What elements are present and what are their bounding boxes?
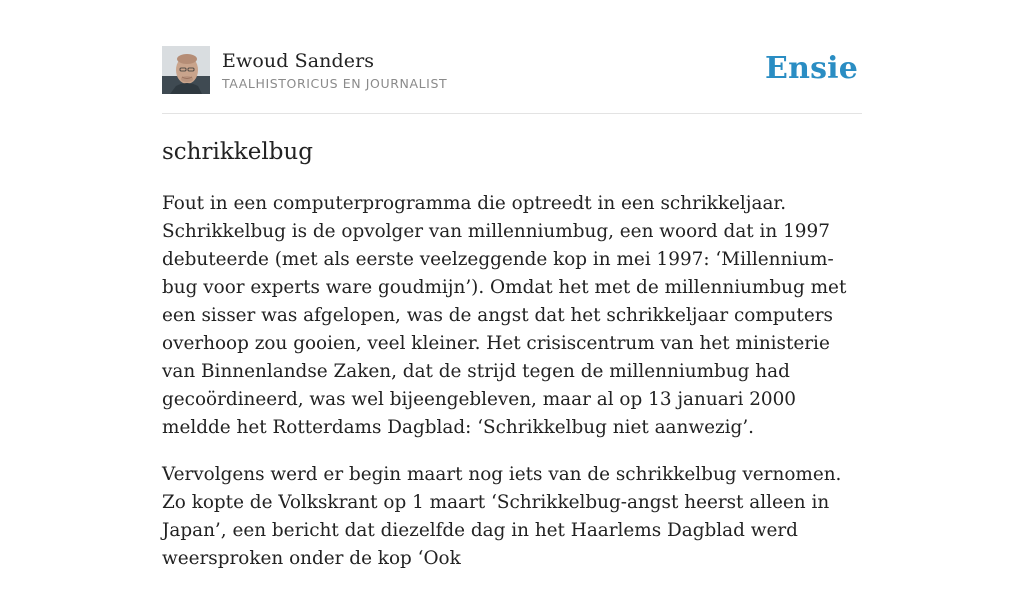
author-block[interactable] xyxy=(162,46,447,94)
author-text xyxy=(222,49,447,92)
entry-title: schrikkelbug xyxy=(162,139,313,165)
entry-body xyxy=(162,190,866,592)
ensie-logo[interactable]: Ensie xyxy=(765,51,859,86)
entry-paragraph-2: Vervolgens werd er begin maart nog iets van de schrikkelbug vernomen. Zo kopte de Volkskrant op 1 maart ‘Schrikkelbug-angst heerst alleen in Japan’, een bericht dat diezelfde dag in het Haarlems Dagblad werd weersproken onder de kop ‘Ook xyxy=(162,464,842,569)
entry-paragraph-1: Fout in een computerprogramma die optreedt in een schrikkeljaar. Schrikkelbug is de opvolger van millenniumbug, een woord dat in 1997 debuteerde (met als eerste veelzeggende kop in mei 1997: ‘Millennium-bug voor experts ware goudmijn’). Omdat het met de millenniumbug met een sisser was afgelopen, was de angst dat het schrikkeljaar computers overhoop zou gooien, veel kleiner. Het crisiscentrum van het ministerie van Binnenlandse Zaken, dat de strijd tegen de millenniumbug had gecoördineerd, was wel bijeengebleven, maar al op 13 januari 2000 meldde het Rotterdams Dagblad: ‘Schrikkelbug niet aanwezig’. xyxy=(162,193,847,438)
avatar[interactable] xyxy=(162,46,210,94)
author-name[interactable]: Ewoud Sanders xyxy=(222,49,375,72)
author-role: TAALHISTORICUS EN JOURNALIST xyxy=(222,75,448,91)
person-portrait-icon xyxy=(162,46,210,94)
header-divider xyxy=(162,113,862,114)
